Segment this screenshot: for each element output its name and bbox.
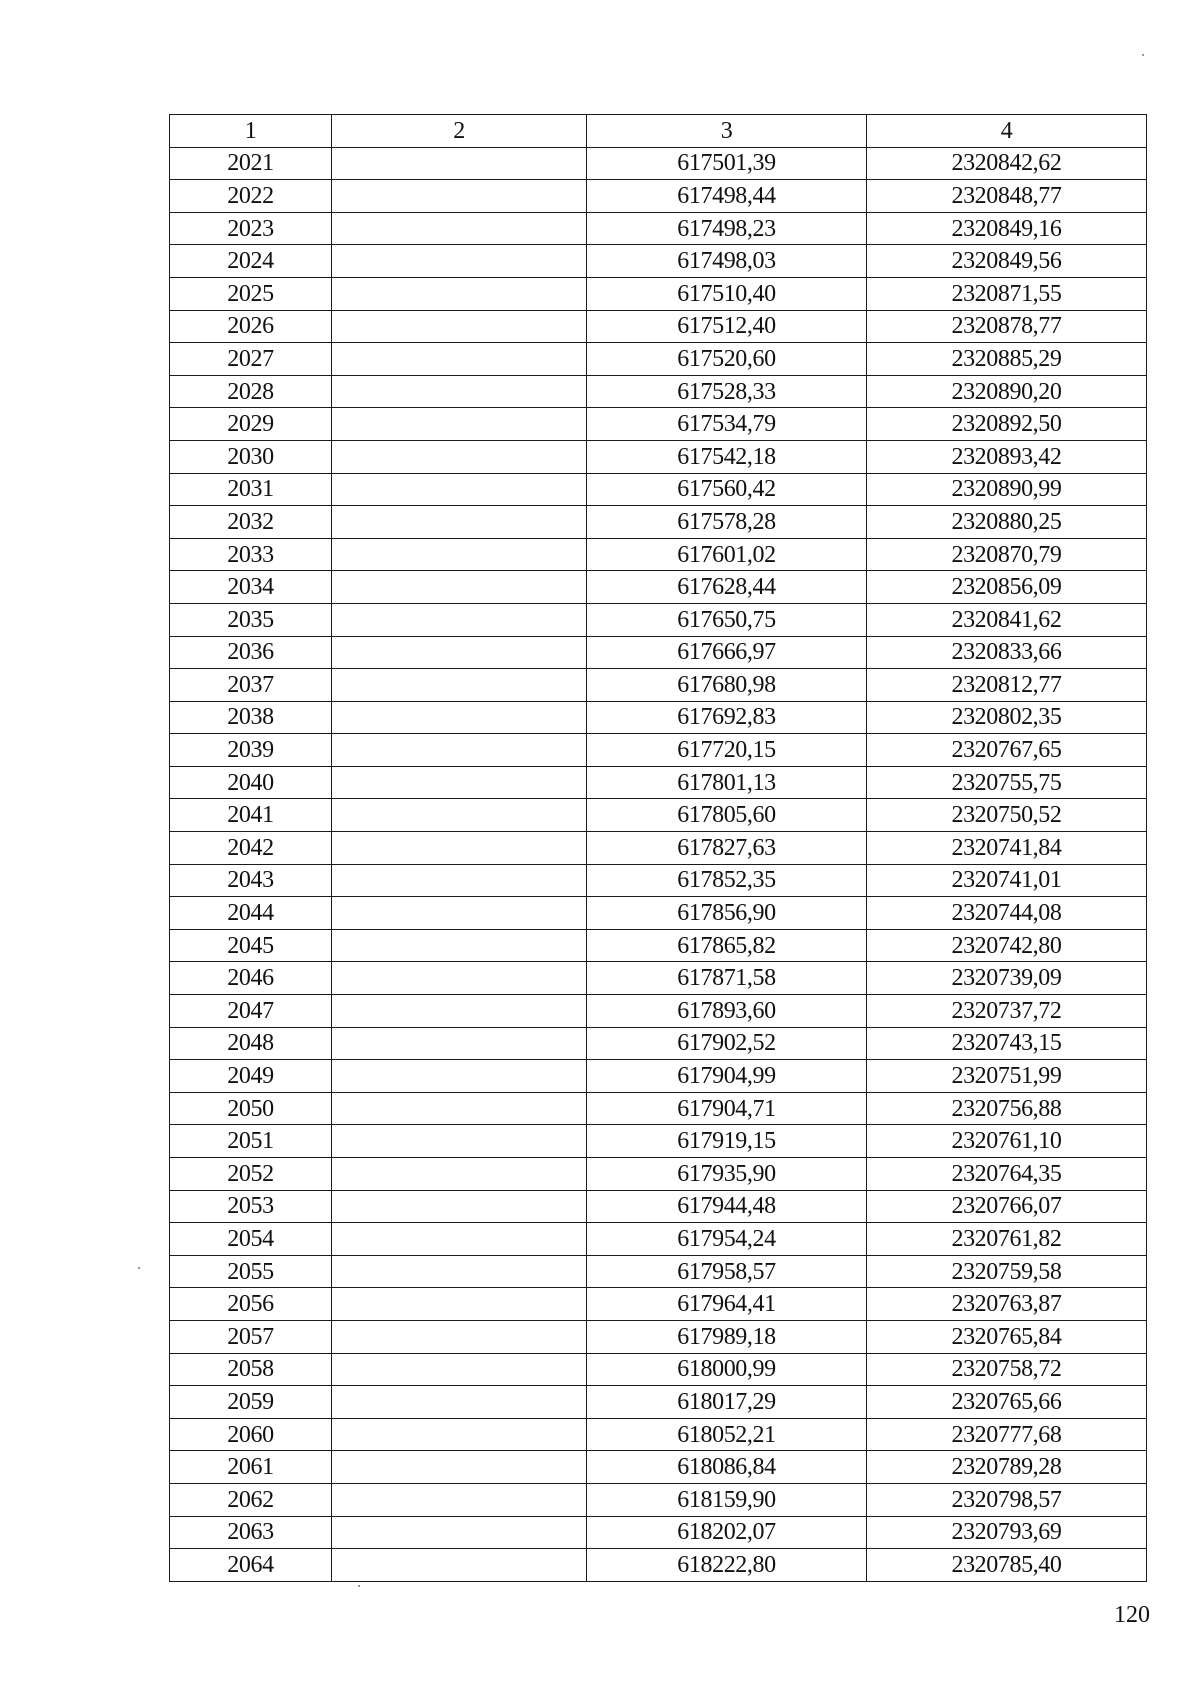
y-coordinate-cell: 2320759,58 xyxy=(867,1255,1147,1288)
column-header-4: 4 xyxy=(867,115,1147,148)
y-coordinate-cell: 2320777,68 xyxy=(867,1418,1147,1451)
scan-speck xyxy=(358,1585,360,1587)
blank-cell xyxy=(332,538,587,571)
blank-cell xyxy=(332,245,587,278)
point-number-cell: 2062 xyxy=(170,1483,332,1516)
point-number-cell: 2055 xyxy=(170,1255,332,1288)
point-number-cell: 2045 xyxy=(170,929,332,962)
y-coordinate-cell: 2320763,87 xyxy=(867,1288,1147,1321)
x-coordinate-cell: 617512,40 xyxy=(587,310,867,343)
table-row xyxy=(170,1288,1147,1321)
point-number-cell: 2057 xyxy=(170,1320,332,1353)
table-row xyxy=(170,669,1147,702)
blank-cell xyxy=(332,1190,587,1223)
table-row xyxy=(170,506,1147,539)
point-number-cell: 2054 xyxy=(170,1223,332,1256)
x-coordinate-cell: 617680,98 xyxy=(587,669,867,702)
point-number-cell: 2026 xyxy=(170,310,332,343)
blank-cell xyxy=(332,669,587,702)
point-number-cell: 2046 xyxy=(170,962,332,995)
blank-cell xyxy=(332,180,587,213)
y-coordinate-cell: 2320767,65 xyxy=(867,734,1147,767)
blank-cell xyxy=(332,864,587,897)
blank-cell xyxy=(332,473,587,506)
x-coordinate-cell: 618222,80 xyxy=(587,1549,867,1582)
blank-cell xyxy=(332,1320,587,1353)
x-coordinate-cell: 617919,15 xyxy=(587,1125,867,1158)
blank-cell xyxy=(332,375,587,408)
table-row xyxy=(170,1027,1147,1060)
table-row xyxy=(170,571,1147,604)
y-coordinate-cell: 2320766,07 xyxy=(867,1190,1147,1223)
x-coordinate-cell: 617498,23 xyxy=(587,212,867,245)
x-coordinate-cell: 618000,99 xyxy=(587,1353,867,1386)
point-number-cell: 2061 xyxy=(170,1451,332,1484)
blank-cell xyxy=(332,1060,587,1093)
table-row xyxy=(170,1060,1147,1093)
table-row xyxy=(170,734,1147,767)
x-coordinate-cell: 617801,13 xyxy=(587,766,867,799)
blank-cell xyxy=(332,212,587,245)
blank-cell xyxy=(332,310,587,343)
table-row xyxy=(170,799,1147,832)
table-row xyxy=(170,212,1147,245)
table-header xyxy=(170,115,1147,148)
blank-cell xyxy=(332,1353,587,1386)
blank-cell xyxy=(332,1451,587,1484)
point-number-cell: 2029 xyxy=(170,408,332,441)
x-coordinate-cell: 617578,28 xyxy=(587,506,867,539)
point-number-cell: 2049 xyxy=(170,1060,332,1093)
x-coordinate-cell: 618017,29 xyxy=(587,1386,867,1419)
x-coordinate-cell: 617520,60 xyxy=(587,343,867,376)
blank-cell xyxy=(332,799,587,832)
blank-cell xyxy=(332,701,587,734)
table-row xyxy=(170,832,1147,865)
table-row xyxy=(170,701,1147,734)
point-number-cell: 2043 xyxy=(170,864,332,897)
page-number: 120 xyxy=(1114,1602,1150,1628)
point-number-cell: 2035 xyxy=(170,603,332,636)
table-row xyxy=(170,473,1147,506)
point-number-cell: 2053 xyxy=(170,1190,332,1223)
y-coordinate-cell: 2320750,52 xyxy=(867,799,1147,832)
x-coordinate-cell: 618086,84 xyxy=(587,1451,867,1484)
table-row xyxy=(170,1386,1147,1419)
blank-cell xyxy=(332,1516,587,1549)
y-coordinate-cell: 2320756,88 xyxy=(867,1092,1147,1125)
blank-cell xyxy=(332,929,587,962)
table-row xyxy=(170,1255,1147,1288)
table-row xyxy=(170,277,1147,310)
blank-cell xyxy=(332,995,587,1028)
point-number-cell: 2052 xyxy=(170,1158,332,1191)
x-coordinate-cell: 617865,82 xyxy=(587,929,867,962)
point-number-cell: 2044 xyxy=(170,897,332,930)
y-coordinate-cell: 2320742,80 xyxy=(867,929,1147,962)
point-number-cell: 2060 xyxy=(170,1418,332,1451)
y-coordinate-cell: 2320849,56 xyxy=(867,245,1147,278)
x-coordinate-cell: 617498,03 xyxy=(587,245,867,278)
point-number-cell: 2050 xyxy=(170,1092,332,1125)
x-coordinate-cell: 618159,90 xyxy=(587,1483,867,1516)
y-coordinate-cell: 2320755,75 xyxy=(867,766,1147,799)
table-row xyxy=(170,375,1147,408)
coordinates-table xyxy=(169,114,1147,1582)
blank-cell xyxy=(332,1483,587,1516)
blank-cell xyxy=(332,897,587,930)
table-row xyxy=(170,864,1147,897)
table-row xyxy=(170,1353,1147,1386)
y-coordinate-cell: 2320880,25 xyxy=(867,506,1147,539)
x-coordinate-cell: 617498,44 xyxy=(587,180,867,213)
blank-cell xyxy=(332,277,587,310)
x-coordinate-cell: 617964,41 xyxy=(587,1288,867,1321)
point-number-cell: 2056 xyxy=(170,1288,332,1321)
y-coordinate-cell: 2320764,35 xyxy=(867,1158,1147,1191)
point-number-cell: 2037 xyxy=(170,669,332,702)
table-row xyxy=(170,440,1147,473)
point-number-cell: 2058 xyxy=(170,1353,332,1386)
blank-cell xyxy=(332,506,587,539)
table-row xyxy=(170,766,1147,799)
y-coordinate-cell: 2320765,84 xyxy=(867,1320,1147,1353)
y-coordinate-cell: 2320870,79 xyxy=(867,538,1147,571)
table-row xyxy=(170,897,1147,930)
y-coordinate-cell: 2320743,15 xyxy=(867,1027,1147,1060)
x-coordinate-cell: 617666,97 xyxy=(587,636,867,669)
x-coordinate-cell: 617935,90 xyxy=(587,1158,867,1191)
table-row xyxy=(170,1190,1147,1223)
point-number-cell: 2064 xyxy=(170,1549,332,1582)
table-row xyxy=(170,147,1147,180)
x-coordinate-cell: 617944,48 xyxy=(587,1190,867,1223)
blank-cell xyxy=(332,962,587,995)
x-coordinate-cell: 617827,63 xyxy=(587,832,867,865)
y-coordinate-cell: 2320890,20 xyxy=(867,375,1147,408)
point-number-cell: 2039 xyxy=(170,734,332,767)
point-number-cell: 2028 xyxy=(170,375,332,408)
table-row xyxy=(170,1483,1147,1516)
table-row xyxy=(170,538,1147,571)
y-coordinate-cell: 2320841,62 xyxy=(867,603,1147,636)
x-coordinate-cell: 618202,07 xyxy=(587,1516,867,1549)
table-row xyxy=(170,1549,1147,1582)
blank-cell xyxy=(332,408,587,441)
point-number-cell: 2022 xyxy=(170,180,332,213)
x-coordinate-cell: 617856,90 xyxy=(587,897,867,930)
blank-cell xyxy=(332,832,587,865)
y-coordinate-cell: 2320789,28 xyxy=(867,1451,1147,1484)
y-coordinate-cell: 2320765,66 xyxy=(867,1386,1147,1419)
x-coordinate-cell: 617805,60 xyxy=(587,799,867,832)
blank-cell xyxy=(332,1549,587,1582)
blank-cell xyxy=(332,343,587,376)
x-coordinate-cell: 617852,35 xyxy=(587,864,867,897)
y-coordinate-cell: 2320741,01 xyxy=(867,864,1147,897)
y-coordinate-cell: 2320833,66 xyxy=(867,636,1147,669)
point-number-cell: 2021 xyxy=(170,147,332,180)
table-row xyxy=(170,1451,1147,1484)
x-coordinate-cell: 617902,52 xyxy=(587,1027,867,1060)
table-row xyxy=(170,1418,1147,1451)
table-row xyxy=(170,1092,1147,1125)
y-coordinate-cell: 2320744,08 xyxy=(867,897,1147,930)
table-row xyxy=(170,995,1147,1028)
column-header-3: 3 xyxy=(587,115,867,148)
x-coordinate-cell: 617954,24 xyxy=(587,1223,867,1256)
y-coordinate-cell: 2320885,29 xyxy=(867,343,1147,376)
y-coordinate-cell: 2320871,55 xyxy=(867,277,1147,310)
y-coordinate-cell: 2320793,69 xyxy=(867,1516,1147,1549)
y-coordinate-cell: 2320849,16 xyxy=(867,212,1147,245)
blank-cell xyxy=(332,1255,587,1288)
y-coordinate-cell: 2320802,35 xyxy=(867,701,1147,734)
table-row xyxy=(170,1516,1147,1549)
x-coordinate-cell: 617958,57 xyxy=(587,1255,867,1288)
x-coordinate-cell: 617542,18 xyxy=(587,440,867,473)
y-coordinate-cell: 2320761,82 xyxy=(867,1223,1147,1256)
x-coordinate-cell: 617871,58 xyxy=(587,962,867,995)
table-row xyxy=(170,310,1147,343)
point-number-cell: 2042 xyxy=(170,832,332,865)
x-coordinate-cell: 617534,79 xyxy=(587,408,867,441)
blank-cell xyxy=(332,571,587,604)
x-coordinate-cell: 617601,02 xyxy=(587,538,867,571)
table-row xyxy=(170,1125,1147,1158)
y-coordinate-cell: 2320890,99 xyxy=(867,473,1147,506)
table-row xyxy=(170,408,1147,441)
x-coordinate-cell: 618052,21 xyxy=(587,1418,867,1451)
table-row xyxy=(170,603,1147,636)
point-number-cell: 2030 xyxy=(170,440,332,473)
blank-cell xyxy=(332,603,587,636)
y-coordinate-cell: 2320856,09 xyxy=(867,571,1147,604)
point-number-cell: 2059 xyxy=(170,1386,332,1419)
blank-cell xyxy=(332,1158,587,1191)
point-number-cell: 2024 xyxy=(170,245,332,278)
y-coordinate-cell: 2320737,72 xyxy=(867,995,1147,1028)
y-coordinate-cell: 2320878,77 xyxy=(867,310,1147,343)
point-number-cell: 2051 xyxy=(170,1125,332,1158)
y-coordinate-cell: 2320739,09 xyxy=(867,962,1147,995)
x-coordinate-cell: 617692,83 xyxy=(587,701,867,734)
blank-cell xyxy=(332,440,587,473)
y-coordinate-cell: 2320892,50 xyxy=(867,408,1147,441)
point-number-cell: 2036 xyxy=(170,636,332,669)
blank-cell xyxy=(332,1288,587,1321)
blank-cell xyxy=(332,766,587,799)
blank-cell xyxy=(332,1418,587,1451)
blank-cell xyxy=(332,147,587,180)
blank-cell xyxy=(332,636,587,669)
y-coordinate-cell: 2320798,57 xyxy=(867,1483,1147,1516)
table-row xyxy=(170,1158,1147,1191)
point-number-cell: 2047 xyxy=(170,995,332,1028)
x-coordinate-cell: 617510,40 xyxy=(587,277,867,310)
y-coordinate-cell: 2320848,77 xyxy=(867,180,1147,213)
point-number-cell: 2041 xyxy=(170,799,332,832)
x-coordinate-cell: 617650,75 xyxy=(587,603,867,636)
x-coordinate-cell: 617720,15 xyxy=(587,734,867,767)
point-number-cell: 2048 xyxy=(170,1027,332,1060)
table-row xyxy=(170,1223,1147,1256)
y-coordinate-cell: 2320842,62 xyxy=(867,147,1147,180)
table-row xyxy=(170,929,1147,962)
table-row xyxy=(170,1320,1147,1353)
scan-speck xyxy=(1142,54,1144,56)
table-body xyxy=(170,147,1147,1581)
point-number-cell: 2032 xyxy=(170,506,332,539)
y-coordinate-cell: 2320812,77 xyxy=(867,669,1147,702)
y-coordinate-cell: 2320785,40 xyxy=(867,1549,1147,1582)
blank-cell xyxy=(332,1125,587,1158)
point-number-cell: 2034 xyxy=(170,571,332,604)
blank-cell xyxy=(332,1223,587,1256)
x-coordinate-cell: 617904,99 xyxy=(587,1060,867,1093)
y-coordinate-cell: 2320761,10 xyxy=(867,1125,1147,1158)
x-coordinate-cell: 617893,60 xyxy=(587,995,867,1028)
x-coordinate-cell: 617501,39 xyxy=(587,147,867,180)
column-header-1: 1 xyxy=(170,115,332,148)
table-row xyxy=(170,245,1147,278)
point-number-cell: 2040 xyxy=(170,766,332,799)
point-number-cell: 2033 xyxy=(170,538,332,571)
x-coordinate-cell: 617528,33 xyxy=(587,375,867,408)
table-row xyxy=(170,636,1147,669)
y-coordinate-cell: 2320758,72 xyxy=(867,1353,1147,1386)
y-coordinate-cell: 2320741,84 xyxy=(867,832,1147,865)
y-coordinate-cell: 2320893,42 xyxy=(867,440,1147,473)
column-header-2: 2 xyxy=(332,115,587,148)
x-coordinate-cell: 617560,42 xyxy=(587,473,867,506)
scan-speck xyxy=(138,1267,140,1269)
header-row xyxy=(170,115,1147,148)
point-number-cell: 2063 xyxy=(170,1516,332,1549)
table-row xyxy=(170,343,1147,376)
blank-cell xyxy=(332,734,587,767)
blank-cell xyxy=(332,1386,587,1419)
blank-cell xyxy=(332,1027,587,1060)
blank-cell xyxy=(332,1092,587,1125)
x-coordinate-cell: 617628,44 xyxy=(587,571,867,604)
point-number-cell: 2025 xyxy=(170,277,332,310)
y-coordinate-cell: 2320751,99 xyxy=(867,1060,1147,1093)
x-coordinate-cell: 617989,18 xyxy=(587,1320,867,1353)
point-number-cell: 2038 xyxy=(170,701,332,734)
point-number-cell: 2031 xyxy=(170,473,332,506)
table-row xyxy=(170,962,1147,995)
x-coordinate-cell: 617904,71 xyxy=(587,1092,867,1125)
point-number-cell: 2023 xyxy=(170,212,332,245)
table-row xyxy=(170,180,1147,213)
point-number-cell: 2027 xyxy=(170,343,332,376)
